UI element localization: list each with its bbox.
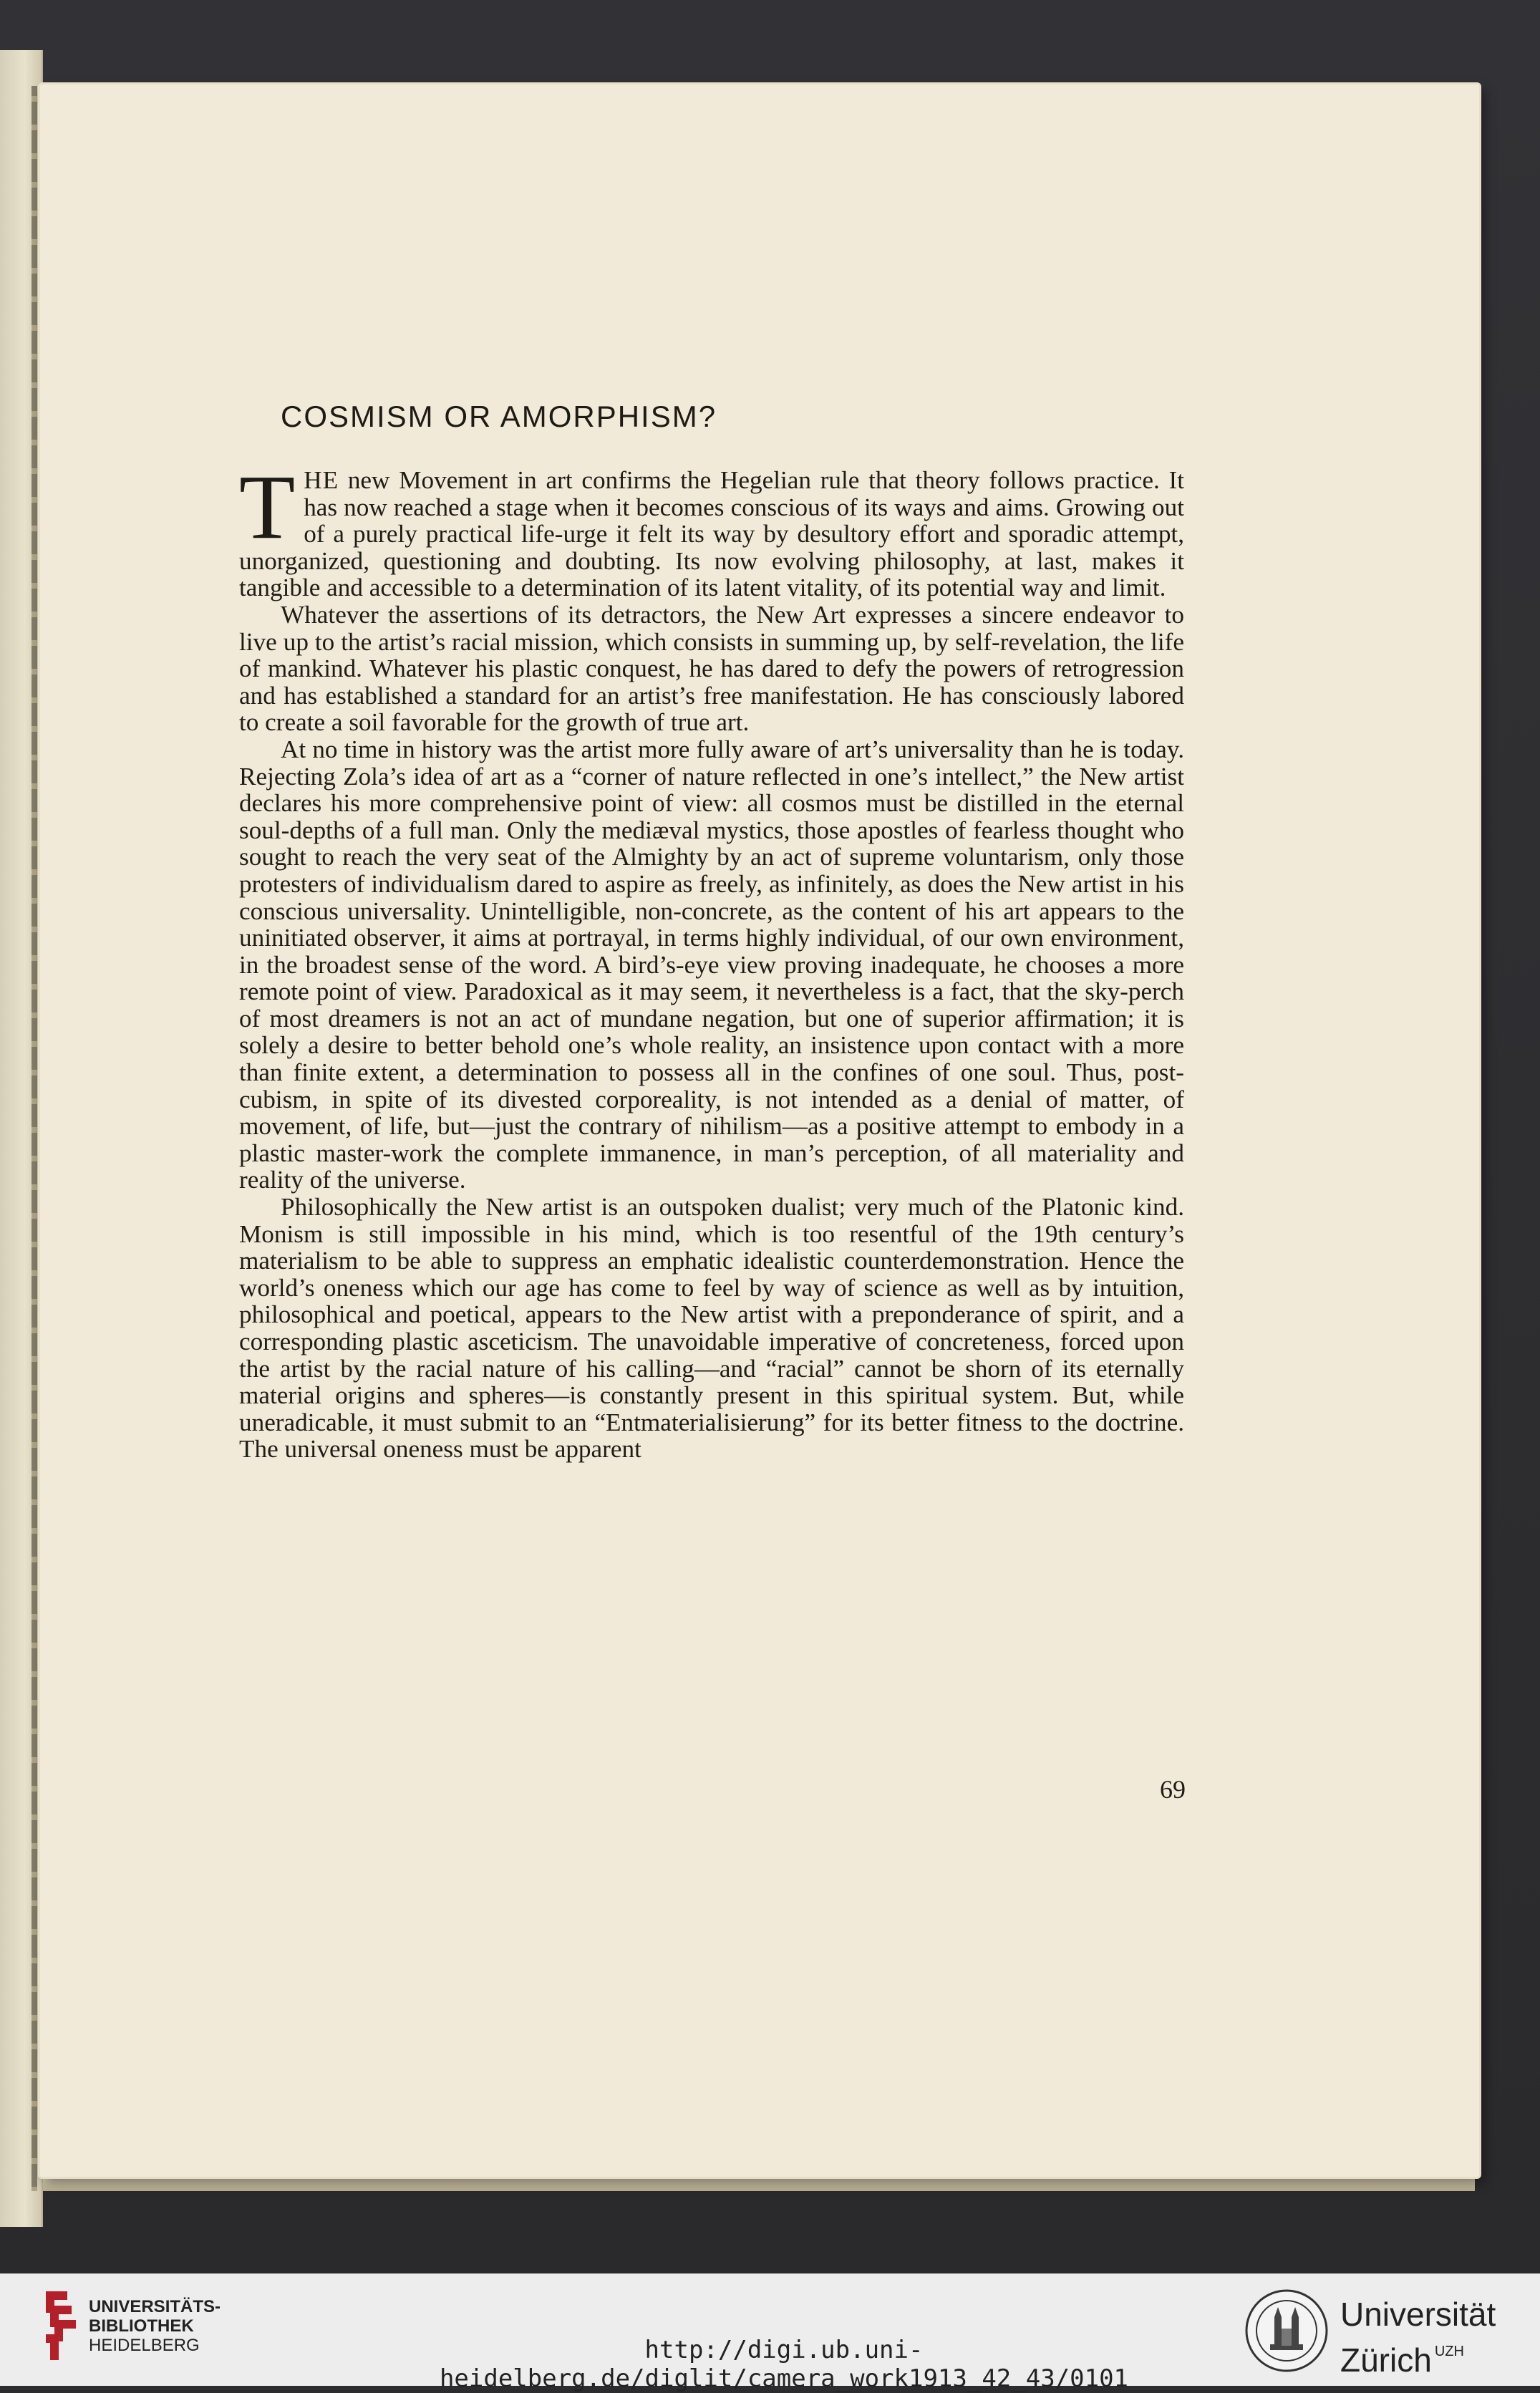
university-zurich-name bbox=[1340, 2296, 1496, 2379]
page-number: 69 bbox=[1160, 1775, 1186, 1804]
paragraph-2: Whatever the assertions of its detractors, the New Art expresses a sincere endeavor to live up to the artist’s racial mission, which consists in summing up, by self-revelation, the life of mankind. Whatever his plastic conquest, he has dared to defy the powers of retrogression and has established a standard for an artist’s free manifestation. He has consciously labored to create a soil favorable for the growth of true art. bbox=[239, 600, 1184, 737]
uzh-name-line-1: Universität bbox=[1340, 2296, 1496, 2333]
article-title: COSMISM OR AMORPHISM? bbox=[281, 400, 717, 433]
source-url-link[interactable]: http://digi.ub.uni-heidelberg.de/diglit/camera_work1913_42_43/0101 bbox=[439, 2336, 1129, 2393]
book-page bbox=[40, 84, 1479, 2177]
paragraph-3: At no time in history was the artist more fully aware of art’s universality than he is today. Rejecting Zola’s idea of art as a “corner of nature reflected in one’s intellect,” the New artist declares his more comprehensive point of view: all cosmos must be distilled in the eternal soul-depths of a full man. Only the mediæval mystics, those apostles of fearless thought who sought to reach the very seat of the Almighty by an act of supreme voluntarism, only those protesters of individualism dared to aspire as freely, as infinitely, as does the New artist in his conscious universality. Unintelligible, non-concrete, as the content of his art appears to the uninitiated observer, it aims at portrayal, in terms highly individual, of our own environment, in the broadest sense of the word. A bird’s-eye view proving inadequate, he chooses a more remote point of view. Paradoxical as it may seem, it nevertheless is a fact, that the sky-perch of most dreamers is not an act of mundane negation, but one of superior affirmation; it is solely a desire to better behold one’s whole reality, an insistence upon contact with a more than finite extent, a determination to possess all in the confines of one soul. Thus, post-cubism, in spite of its divested corporeality, is not intended as a denial of matter, of movement, of life, but—just the contrary of nihilism—as a positive attempt to embody in a plastic master-work the complete immanence, in man’s perception, of all materiality and reality of the universe. bbox=[239, 735, 1184, 1194]
paragraph-1-text: new Movement in art confirms the Hegelian rule that theory follows practice. It has now reached a stage when it becomes conscious of its ways and aims. Growing out of a purely practical life-urge it felt its way by desultory effort and sporadic attempt, unorganized, questioning and doubting. Its now evolving philosophy, at last, makes it tangible and accessible to a determination of its latent vitality, of its potential way and limit. bbox=[239, 466, 1184, 602]
uzh-name-city: Zürich bbox=[1340, 2341, 1432, 2379]
library-name-line-2: BIBLIOTHEK bbox=[89, 2316, 194, 2336]
first-word-rest: HE bbox=[304, 466, 339, 494]
heidelberg-library-logo-icon bbox=[39, 2284, 80, 2367]
library-name bbox=[89, 2297, 221, 2355]
uzh-superscript: UZH bbox=[1434, 2344, 1464, 2359]
paragraph-1 bbox=[239, 456, 1184, 602]
page-stack-edge bbox=[43, 2175, 1475, 2191]
drop-cap: T bbox=[239, 456, 296, 558]
uzh-name-line-2 bbox=[1340, 2333, 1496, 2379]
binding-stitching bbox=[32, 86, 37, 2191]
footer-bar bbox=[0, 2273, 1540, 2393]
library-name-line-3: HEIDELBERG bbox=[89, 2336, 200, 2355]
article bbox=[239, 400, 1184, 1463]
paragraph-4: Philosophically the New artist is an outspoken dualist; very much of the Platonic kind. Monism is still impossible in his mind, which is too resentful of the 19th century’s materialism to be able to suppress an emphatic idealistic counterdemonstration. Hence the world’s oneness which our age has come to feel by way of science as well as by intuition, philosophical and poetical, appears to the New artist with a preponderance of spirit, and a corresponding plastic asceticism. The unavoidable imperative of concreteness, forced upon the artist by the racial nature of his calling—and “racial” cannot be shorn of its eternally material origins and spheres—is constantly present in this spiritual system. But, while uneradicable, it must submit to an “Entmaterialisierung” for its better fitness to the doctrine. The universal oneness must be apparent bbox=[239, 1193, 1184, 1464]
university-zurich-seal-icon bbox=[1244, 2288, 1329, 2373]
library-name-line-1: UNIVERSITÄTS- bbox=[89, 2297, 221, 2316]
